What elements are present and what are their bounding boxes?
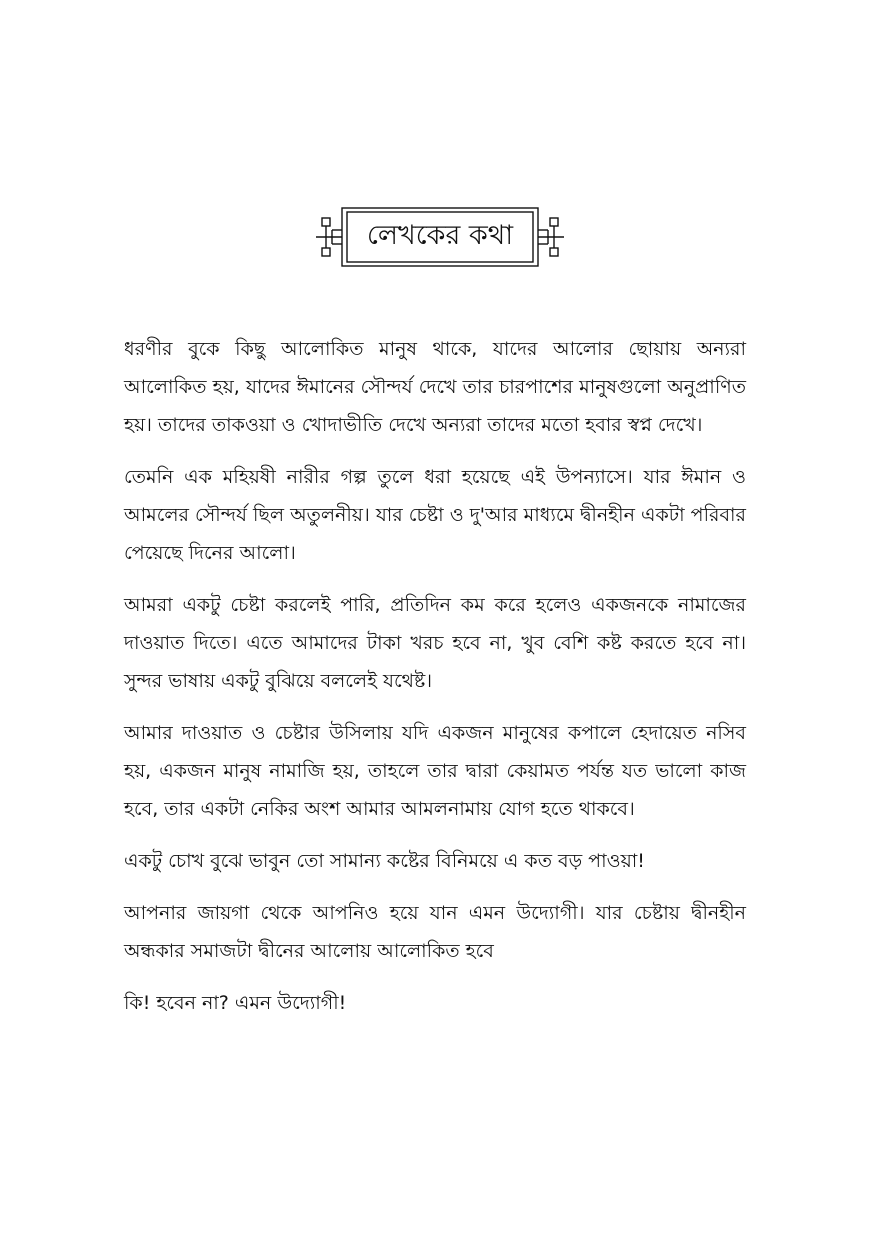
paragraph: আমার দাওয়াত ও চেষ্টার উসিলায় যদি একজন মানুষের কপালে হেদায়েত নসিব হয়, একজন মানুষ নামাজি হয়, তাহলে তার দ্বারা কেয়ামত পর্যন্ত যত ভালো কাজ হবে, তার একটা নেকির অংশ আমার আমলনামায় যোগ হতে থাকবে।	[124, 722, 746, 820]
paragraph: তেমনি এক মহিয়ষী নারীর গল্প তুলে ধরা হয়েছে এই উপন্যাসে। যার ঈমান ও আমলের সৌন্দর্য ছিল অতুলনীয়। যার চেষ্টা ও দু'আর মাধ্যমে দ্বীনহীন একটা পরিবার পেয়েছে দিনের আলো।	[124, 466, 746, 564]
body-text	[124, 330, 746, 1036]
page-title: লেখকের কথা	[366, 219, 514, 251]
paragraph: কি! হবেন না? এমন উদ্যোগী!	[124, 992, 347, 1014]
paragraph: আপনার জায়গা থেকে আপনিও হয়ে যান এমন উদ্যোগী। যার চেষ্টায় দ্বীনহীন অন্ধকার সমাজটা দ্বীনের আলোয় আলোকিত হবে	[124, 902, 746, 962]
paragraph: ধরণীর বুকে কিছু আলোকিত মানুষ থাকে, যাদের আলোর ছোয়ায় অন্যরা আলোকিত হয়, যাদের ঈমানের সৌন্দর্য দেখে তার চারপাশের মানুষগুলো অনুপ্রাণিত হয়। তাদের তাকওয়া ও খোদাভীতি দেখে অন্যরা তাদের মতো হবার স্বপ্ন দেখে।	[124, 338, 746, 436]
paragraph: একটু চোখ বুঝে ভাবুন তো সামান্য কষ্টের বিনিময়ে এ কত বড় পাওয়া!	[124, 850, 645, 872]
paragraph: আমরা একটু চেষ্টা করলেই পারি, প্রতিদিন কম করে হলেও একজনকে নামাজের দাওয়াত দিতে। এতে আমাদের টাকা খরচ হবে না, খুব বেশি কষ্ট করতে হবে না। সুন্দর ভাষায় একটু বুঝিয়ে বললেই যথেষ্ট।	[124, 594, 746, 692]
title-frame	[312, 206, 568, 268]
